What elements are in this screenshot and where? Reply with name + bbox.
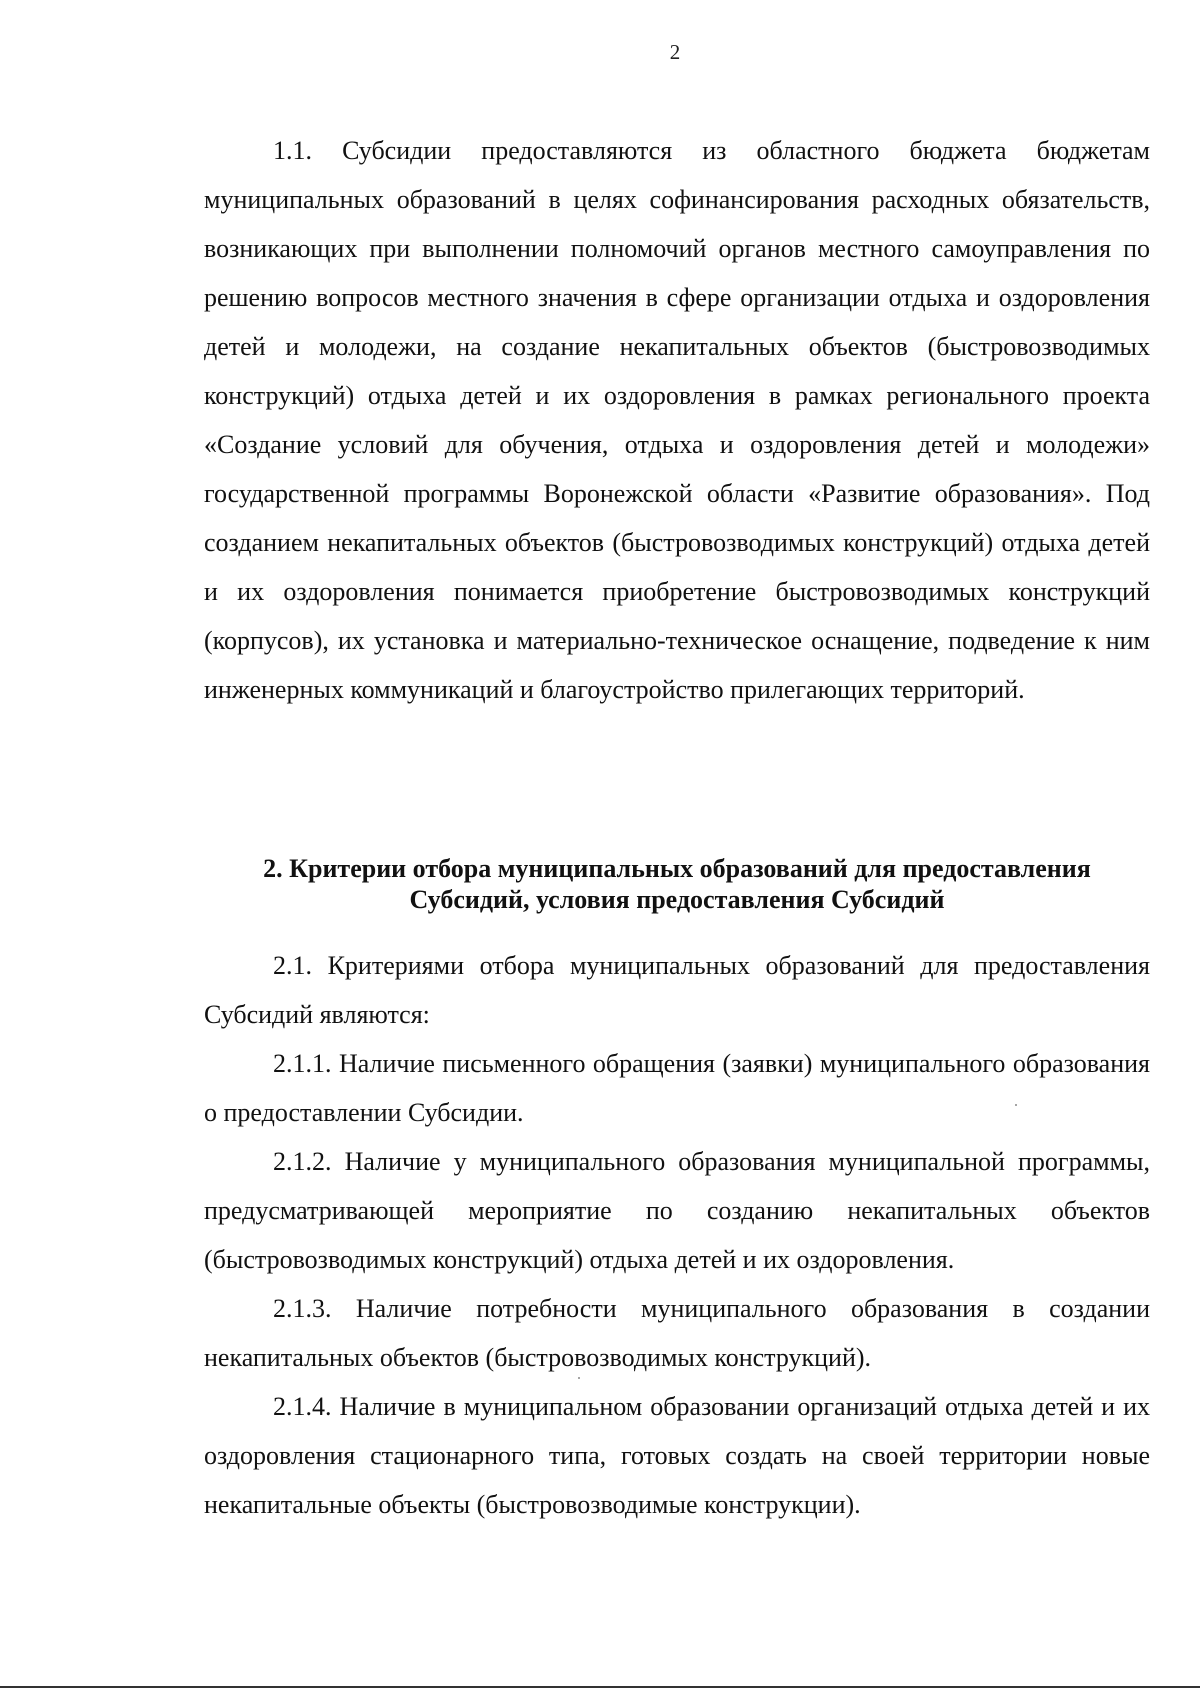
section-2-heading — [204, 853, 1150, 915]
section-2-body — [204, 941, 1150, 1529]
paragraph-2-1-1: 2.1.1. Наличие письменного обращения (заявки) муниципального образования о предоставлении Субсидии. — [204, 1049, 1150, 1127]
paragraph-1-1: 1.1. Субсидии предоставляются из областного бюджета бюджетам муниципальных образований в целях софинансирования расходных обязательств, возникающих при выполнении полномочий органов местного самоуправления по решению вопросов местного значения в сфере организации отдыха и оздоровления детей и молодежи, на создание некапитальных объектов (быстровозводимых конструкций) отдыха детей и их оздоровления в рамках регионального проекта «Создание условий для обучения, отдыха и оздоровления детей и молодежи» государственной программы Воронежской области «Развитие образования». Под созданием некапитальных объектов (быстровозводимых конструкций) отдыха детей и их оздоровления понимается приобретение быстровозводимых конструкций (корпусов), их установка и материально-техническое оснащение, подведение к ним инженерных коммуникаций и благоустройство прилегающих территорий. — [204, 136, 1150, 704]
section-1-body — [204, 126, 1150, 714]
paragraph-2-1-4: 2.1.4. Наличие в муниципальном образовании организаций отдыха детей и их оздоровления стационарного типа, готовых создать на своей территории новые некапитальные объекты (быстровозводимые конструкции). — [204, 1392, 1150, 1519]
section-2-heading-line-2: Субсидий, условия предоставления Субсидий — [409, 885, 945, 914]
section-2-heading-line-1: 2. Критерии отбора муниципальных образований для предоставления — [263, 854, 1091, 883]
paragraph-2-1-3: 2.1.3. Наличие потребности муниципального образования в создании некапитальных объектов (быстровозводимых конструкций). — [204, 1294, 1150, 1372]
paragraph-2-1-2: 2.1.2. Наличие у муниципального образования муниципальной программы, предусматривающей мероприятие по созданию некапитальных объектов (быстровозводимых конструкций) отдыха детей и их оздоровления. — [204, 1147, 1150, 1274]
page-number: 2 — [669, 40, 681, 64]
scan-speck — [1015, 1104, 1017, 1106]
paragraph-2-1: 2.1. Критериями отбора муниципальных образований для предоставления Субсидий являются: — [204, 951, 1150, 1029]
scan-speck — [578, 1377, 580, 1379]
scan-bottom-edge — [0, 1686, 1200, 1688]
